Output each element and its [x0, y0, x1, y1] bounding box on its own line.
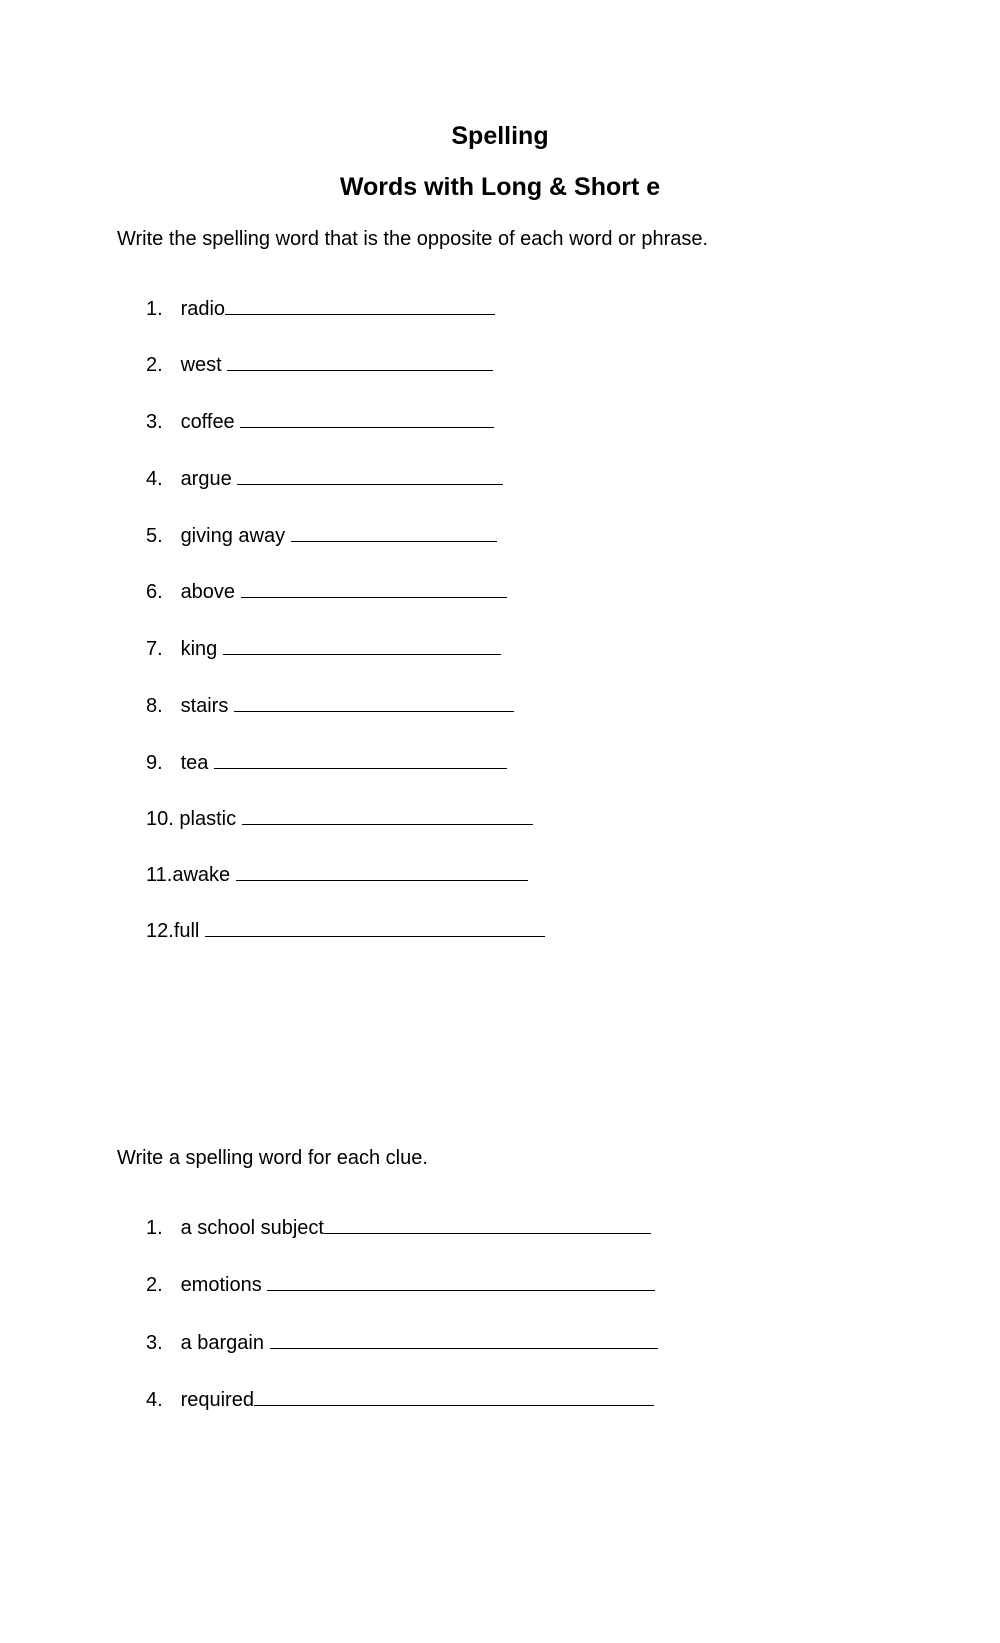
item-word: giving away [180, 525, 286, 547]
item-word: emotions [180, 1274, 262, 1296]
list-item [146, 466, 503, 491]
list-item [146, 1272, 655, 1297]
answer-blank[interactable] [225, 296, 495, 315]
answer-blank[interactable] [267, 1272, 655, 1291]
item-word: stairs [180, 695, 229, 717]
item-word: tea [180, 752, 209, 774]
answer-blank[interactable] [270, 1330, 658, 1349]
item-number: 1. [146, 1217, 163, 1239]
item-number: 11. [146, 864, 173, 886]
list-item [146, 693, 514, 718]
list-item [146, 1330, 658, 1355]
answer-blank[interactable] [254, 1387, 654, 1406]
item-word: king [180, 638, 218, 660]
answer-blank[interactable] [241, 579, 507, 598]
answer-blank[interactable] [237, 466, 503, 485]
list-item [146, 579, 507, 604]
item-word: a school subject [180, 1217, 324, 1239]
answer-blank[interactable] [324, 1215, 651, 1234]
list-item [146, 862, 528, 887]
answer-blank[interactable] [214, 750, 507, 769]
item-word: required [180, 1389, 254, 1411]
item-word: radio [180, 298, 226, 320]
item-number: 8. [146, 695, 163, 717]
item-word: coffee [180, 411, 235, 433]
worksheet-title: Spelling [451, 122, 549, 150]
item-word: a bargain [180, 1332, 264, 1354]
list-item [146, 296, 495, 321]
answer-blank[interactable] [227, 352, 493, 371]
item-number: 9. [146, 752, 163, 774]
item-number: 10. [146, 808, 174, 830]
answer-blank[interactable] [291, 523, 497, 542]
list-item [146, 523, 497, 548]
item-word: argue [180, 468, 232, 490]
answer-blank[interactable] [240, 409, 494, 428]
item-word: plastic [179, 808, 237, 830]
item-number: 2. [146, 354, 163, 376]
answer-blank[interactable] [234, 693, 514, 712]
list-item [146, 918, 545, 943]
answer-blank[interactable] [205, 918, 545, 937]
item-number: 4. [146, 468, 163, 490]
list-item [146, 750, 507, 775]
item-number: 3. [146, 411, 163, 433]
section1-instruction: Write the spelling word that is the opposite of each word or phrase. [117, 228, 709, 250]
item-number: 2. [146, 1274, 163, 1296]
item-number: 3. [146, 1332, 163, 1354]
section2-instruction: Write a spelling word for each clue. [117, 1147, 428, 1169]
answer-blank[interactable] [242, 806, 533, 825]
item-number: 5. [146, 525, 163, 547]
worksheet-subtitle: Words with Long & Short e [339, 173, 661, 201]
list-item [146, 806, 533, 831]
item-word: west [180, 354, 222, 376]
answer-blank[interactable] [236, 862, 528, 881]
item-number: 4. [146, 1389, 163, 1411]
list-item [146, 1215, 651, 1240]
item-number: 6. [146, 581, 163, 603]
list-item [146, 409, 494, 434]
list-item [146, 1387, 654, 1412]
answer-blank[interactable] [223, 636, 501, 655]
item-number: 7. [146, 638, 163, 660]
item-word: above [180, 581, 236, 603]
list-item [146, 352, 493, 377]
list-item [146, 636, 501, 661]
item-number: 1. [146, 298, 163, 320]
item-word: awake [172, 864, 231, 886]
item-number: 12. [146, 920, 174, 942]
item-word: full [173, 920, 200, 942]
